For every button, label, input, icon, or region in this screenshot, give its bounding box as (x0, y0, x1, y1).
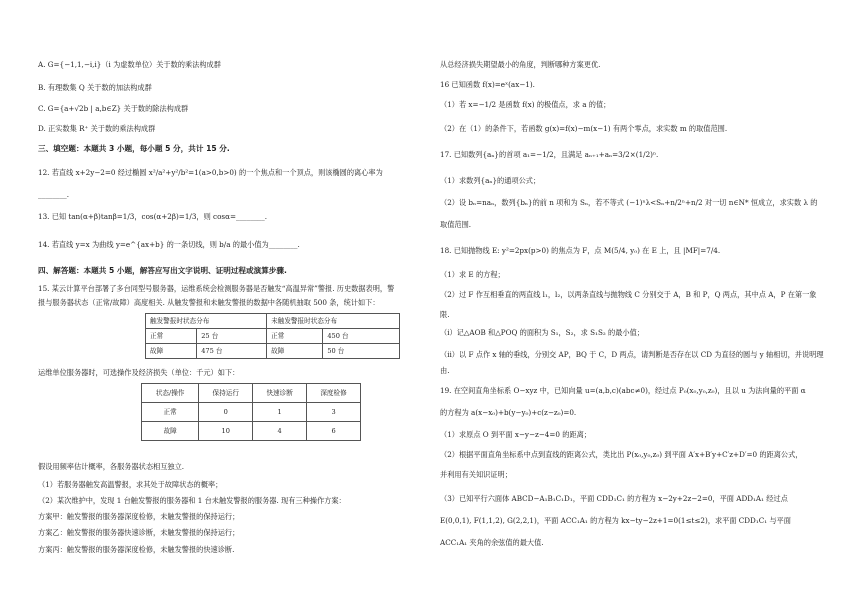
plan-b: 方案乙：触发警报的服务器快速诊断，未触发警报的保持运行； (38, 528, 240, 537)
question-17-part1: （1）求数列{aₙ}的通项公式； (440, 176, 541, 185)
table-cell: 1 (253, 403, 307, 422)
table-cell: 475 台 (197, 344, 267, 359)
table-cell: 深度检修 (307, 384, 361, 403)
question-15-line1: 15. 某云计算平台部署了多台同型号服务器，运维系统会检测服务器是否触发“高温异常”警报. 历史数据表明，警 (38, 284, 395, 293)
question-18-sub1: （ⅰ）记△AOB 和△POQ 的面积为 S₁，S₂，求 S₁S₂ 的最小值； (440, 328, 644, 337)
table-cell: 450 台 (323, 329, 400, 344)
table-cell: 状态/操作 (142, 384, 199, 403)
table-cell: 50 台 (323, 344, 400, 359)
question-15-end: 从总经济损失期望最小的角度，判断哪种方案更优. (440, 60, 601, 69)
table-cell: 快速诊断 (253, 384, 307, 403)
question-18: 18. 已知抛物线 E: y²=2px(p>0) 的焦点为 F，点 M(5/4, y₀) 在 E 上，且 |MF|=7/4. (440, 246, 721, 255)
table-row (142, 384, 361, 403)
table1-header-alarm: 触发警报时状态分布 (146, 314, 267, 329)
table-cell: 正常 (142, 403, 199, 422)
question-18-sub2: （ⅱ）以 F 点作 x 轴的垂线，分别交 AP，BQ 于 C，D 两点，请判断是否存在以 CD 为直径的圆与 y 轴相切，并说明理 (440, 350, 824, 359)
table-cell: 故障 (142, 422, 199, 441)
question-17: 17. 已知数列{aₙ}的首项 a₁=−1/2，且满足 aₙ₊₁+aₙ=3/2×(1/2)ⁿ. (440, 150, 659, 159)
question-19-part1: （1）求原点 O 到平面 x−y−z−4=0 的距离； (440, 430, 591, 439)
question-14: 14. 若直线 y=x 为曲线 y=e^{ax+b} 的一条切线，则 b/a 的最小值为________. (38, 240, 300, 249)
table-cell: 25 台 (197, 329, 267, 344)
plan-a: 方案甲：触发警报的服务器深度检修，未触发警报的保持运行； (38, 512, 240, 521)
table-cell: 10 (199, 422, 253, 441)
question-19-part3: （3）已知平行六面体 ABCD−A₁B₁C₁D₁，平面 CDD₁C₁ 的方程为 x−2y+2z−2=0，平面 ADD₁A₁ 经过点 (440, 494, 788, 503)
section-solve: 四、解答题：本题共 5 小题，解答应写出文字说明、证明过程或演算步骤. (38, 266, 287, 275)
loss-table (141, 383, 361, 441)
table-cell: 3 (307, 403, 361, 422)
question-19-part2: （2）根据平面直角坐标系中点到直线的距离公式，类比出 P(x₀,y₀,z₀) 到平面 A′x+B′y+C′z+D′=0 的距离公式， (440, 450, 803, 459)
question-15-line2: 报与服务器状态（正常/故障）高度相关. 从触发警报和未触发警报的数据中各随机抽取 500 条，统计如下： (38, 298, 380, 307)
question-18-sub2-end: 由. (440, 366, 450, 375)
question-12: 12. 若直线 x+2y−2=0 经过椭圆 x²/a²+y²/b²=1(a>0,b>0) 的一个焦点和一个顶点，则该椭圆的离心率为 (38, 168, 383, 177)
section-fill-in: 三、填空题：本题共 3 小题，每小题 5 分，共计 15 分. (38, 144, 230, 153)
question-15-line4: 假设用频率估计概率，各服务器状态相互独立. (38, 462, 185, 471)
table-row (146, 344, 400, 359)
option-c: C. G={a+√2b | a,b∈Z} 关于数的除法构成群 (38, 104, 189, 113)
table1-header-noalarm: 未触发警报时状态分布 (267, 314, 400, 329)
question-19-part3-line2: E(0,0,1), F(1,1,2), G(2,2,1)，平面 ACC₁A₁ 的方程为 kx−ty−2z+1=0(1≤t≤2)，求平面 CDD₁C₁ 与平面 (440, 516, 791, 525)
table-cell: 保持运行 (199, 384, 253, 403)
table-cell: 4 (253, 422, 307, 441)
question-12-blank: ________. (38, 190, 70, 199)
table-row (142, 403, 361, 422)
question-15-part2: （2）某次维护中，发现 1 台触发警报的服务器和 1 台未触发警报的服务器. 现有三种操作方案： (38, 496, 346, 505)
alarm-status-table (145, 313, 400, 359)
table-row (146, 329, 400, 344)
question-16-part2: （2）在（1）的条件下，若函数 g(x)=f(x)−m(x−1) 有两个零点，求实数 m 的取值范围. (440, 124, 728, 133)
question-13: 13. 已知 tan(α+β)tanβ=1/3，cos(α+2β)=1/3，则 cosα=________. (38, 212, 268, 221)
table-cell: 故障 (146, 344, 197, 359)
question-16: 16 已知函数 f(x)=eˣ(ax−1). (440, 80, 535, 89)
table-cell: 6 (307, 422, 361, 441)
table-cell: 故障 (267, 344, 323, 359)
question-19-part2-end: 并利用有关知识证明； (440, 470, 512, 479)
question-18-part2-end: 限. (440, 310, 450, 319)
table-cell: 正常 (267, 329, 323, 344)
question-17-part2-end: 取值范围. (440, 220, 472, 229)
question-18-part1: （1）求 E 的方程； (440, 270, 505, 279)
question-19-line2: 的方程为 a(x−x₀)+b(y−y₀)+c(z−z₀)=0. (440, 408, 577, 417)
option-d: D. 正实数集 R⁺ 关于数的乘法构成群 (38, 124, 156, 133)
question-19-part3-line3: ACC₁A₁ 夹角的余弦值的最大值. (440, 538, 544, 547)
question-19: 19. 在空间直角坐标系 O−xyz 中，已知向量 u=(a,b,c)(abc≠0)，经过点 P₀(x₀,y₀,z₀)，且以 u 为法向量的平面 α (440, 386, 806, 395)
option-b: B. 有理数集 Q 关于数的加法构成群 (38, 83, 152, 92)
question-18-part2: （2）过 F 作互相垂直的两直线 l₁，l₂，以两条直线与抛物线 C 分别交于 A，B 和 P，Q 两点，其中点 A，P 在第一象 (440, 290, 817, 299)
question-17-part2: （2）设 bₙ=naₙ，数列{bₙ}的前 n 项和为 Sₙ，若不等式 (−1)ⁿλ<Sₙ+n/2ⁿ+n/2 对一切 n∈N* 恒成立，求实数 λ 的 (440, 198, 818, 207)
question-16-part1: （1）若 x=−1/2 是函数 f(x) 的极值点，求 a 的值； (440, 100, 611, 109)
table-row (142, 422, 361, 441)
table-cell: 0 (199, 403, 253, 422)
question-15-part1: （1）若服务器触发高温警报，求其处于故障状态的概率； (38, 480, 223, 489)
plan-c: 方案丙：触发警报的服务器深度检修，未触发警报的快速诊断. (38, 545, 235, 554)
table-cell: 正常 (146, 329, 197, 344)
option-a: A. G={−1,1,−i,i}（i 为虚数单位）关于数的乘法构成群 (38, 60, 221, 69)
question-15-line3: 运维单位服务器时，可选操作及经济损失（单位：千元）如下： (38, 368, 240, 377)
